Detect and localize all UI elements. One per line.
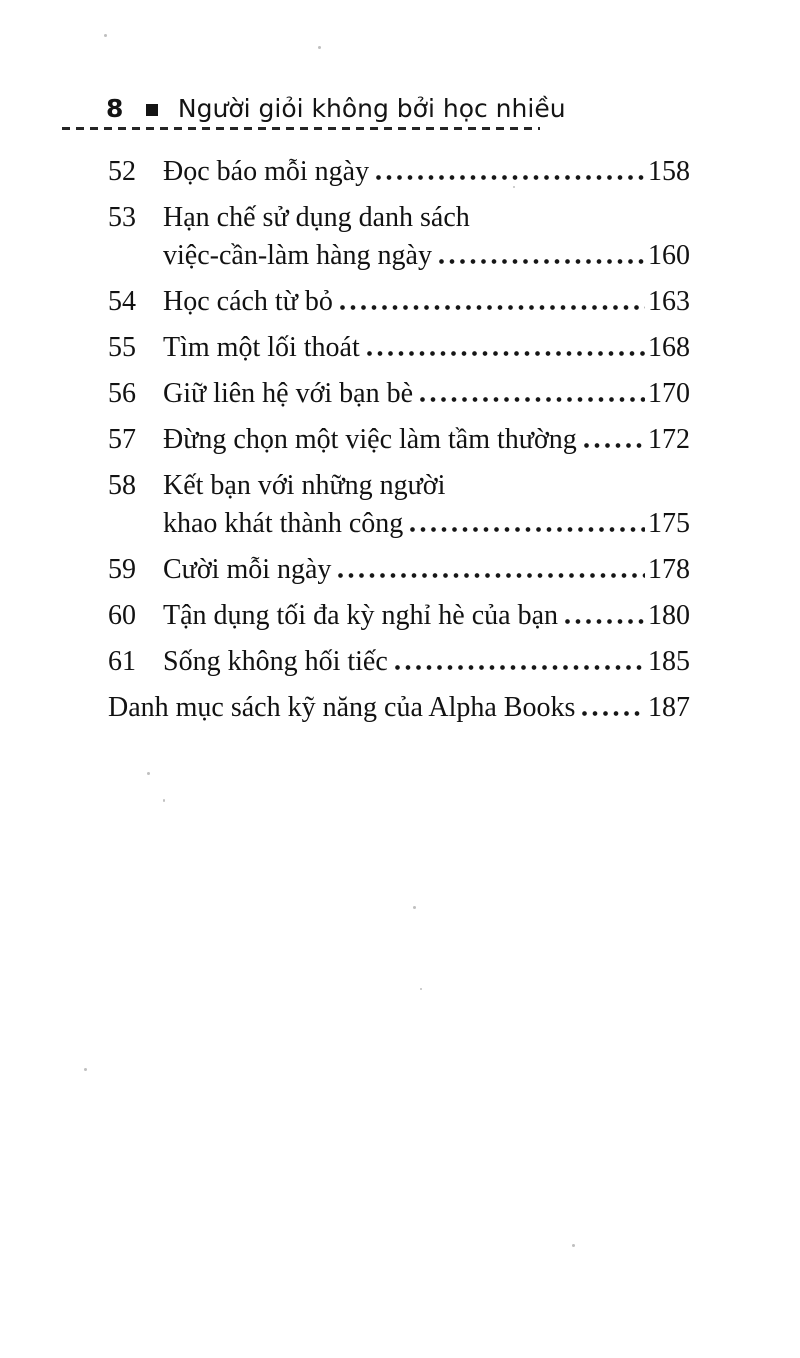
toc-entry-title: Đọc báo mỗi ngày bbox=[163, 156, 370, 187]
toc-entry-page: 178 bbox=[648, 554, 690, 585]
toc-entry-number: 61 bbox=[108, 646, 136, 677]
toc-entry-page: 163 bbox=[648, 286, 690, 317]
toc-line bbox=[108, 505, 690, 543]
scan-speck bbox=[420, 988, 422, 990]
dot-leader bbox=[584, 443, 645, 448]
toc-line bbox=[108, 199, 690, 237]
dashed-divider bbox=[62, 127, 540, 130]
dot-leader bbox=[439, 259, 645, 264]
toc-entry-title: Cười mỗi ngày bbox=[163, 554, 332, 585]
toc-entry-page: 185 bbox=[648, 646, 690, 677]
scan-speck bbox=[513, 186, 515, 188]
toc-entry-title: Tìm một lối thoát bbox=[163, 332, 360, 363]
toc-entry-title: Kết bạn với những người bbox=[163, 470, 446, 501]
scan-speck bbox=[163, 799, 165, 802]
scan-speck bbox=[413, 906, 416, 909]
toc-entry bbox=[108, 153, 690, 191]
toc-entry-page: 180 bbox=[648, 600, 690, 631]
toc-entry-page: 172 bbox=[648, 424, 690, 455]
dot-leader bbox=[420, 397, 645, 402]
toc-entry-title: Danh mục sách kỹ năng của Alpha Books bbox=[108, 692, 576, 723]
toc-entry-number: 53 bbox=[108, 202, 136, 233]
scan-speck bbox=[572, 1244, 575, 1247]
toc-entry-page: 187 bbox=[648, 692, 690, 723]
toc-entry-title: Đừng chọn một việc làm tầm thường bbox=[163, 424, 577, 455]
header-book-title: Người giỏi không bởi học nhiều bbox=[177, 94, 566, 123]
toc-line bbox=[108, 237, 690, 275]
toc-entry-number: 60 bbox=[108, 600, 136, 631]
toc-entry bbox=[108, 329, 690, 367]
toc-entry bbox=[108, 551, 690, 589]
dot-leader bbox=[565, 619, 645, 624]
scan-speck bbox=[147, 772, 150, 775]
toc-line bbox=[108, 375, 690, 413]
scan-speck bbox=[318, 46, 321, 49]
toc-line bbox=[108, 421, 690, 459]
scan-speck bbox=[84, 1068, 87, 1071]
toc-line bbox=[108, 467, 690, 505]
toc-entry-title: việc-cần-làm hàng ngày bbox=[163, 240, 432, 271]
toc-entry bbox=[108, 375, 690, 413]
toc-line bbox=[108, 153, 690, 191]
toc-entry bbox=[108, 283, 690, 321]
square-bullet-icon bbox=[146, 104, 158, 116]
header-page-number: 8 bbox=[106, 94, 124, 123]
toc-entry bbox=[108, 643, 690, 681]
dot-leader bbox=[395, 665, 645, 670]
toc-entry-page: 160 bbox=[648, 240, 690, 271]
toc-entry-page: 158 bbox=[648, 156, 690, 187]
dot-leader bbox=[410, 527, 645, 532]
toc-entry-page: 175 bbox=[648, 508, 690, 539]
toc-entry-title: Hạn chế sử dụng danh sách bbox=[163, 202, 470, 233]
dot-leader bbox=[582, 711, 645, 716]
dot-leader bbox=[376, 175, 645, 180]
toc-entry-number: 59 bbox=[108, 554, 136, 585]
toc-entry-page: 170 bbox=[648, 378, 690, 409]
toc-line bbox=[108, 597, 690, 635]
dot-leader bbox=[338, 573, 645, 578]
scan-speck bbox=[104, 34, 107, 37]
toc-footer-entry bbox=[108, 689, 690, 727]
toc-entry-number: 54 bbox=[108, 286, 136, 317]
toc-entry bbox=[108, 597, 690, 635]
toc-entry bbox=[108, 421, 690, 459]
toc-entry-title: Tận dụng tối đa kỳ nghỉ hè của bạn bbox=[163, 600, 559, 631]
toc-entry-number: 56 bbox=[108, 378, 136, 409]
toc-entry-title: Sống không hối tiếc bbox=[163, 646, 388, 677]
toc-entry-title: Giữ liên hệ với bạn bè bbox=[163, 378, 414, 409]
dot-leader bbox=[340, 305, 645, 310]
toc-entry-number: 58 bbox=[108, 470, 136, 501]
toc-line bbox=[108, 283, 690, 321]
toc-entry-page: 168 bbox=[648, 332, 690, 363]
toc-line bbox=[108, 551, 690, 589]
toc-entry-number: 55 bbox=[108, 332, 136, 363]
toc-list bbox=[108, 153, 690, 735]
toc-entry-number: 57 bbox=[108, 424, 136, 455]
running-header bbox=[106, 94, 566, 123]
toc-entry-title: khao khát thành công bbox=[163, 508, 404, 539]
toc-entry-title: Học cách từ bỏ bbox=[163, 286, 333, 317]
toc-entry-number: 52 bbox=[108, 156, 136, 187]
toc-entry bbox=[108, 199, 690, 275]
dot-leader bbox=[367, 351, 645, 356]
toc-line bbox=[108, 643, 690, 681]
toc-line bbox=[108, 689, 690, 727]
toc-entry bbox=[108, 467, 690, 543]
toc-line bbox=[108, 329, 690, 367]
